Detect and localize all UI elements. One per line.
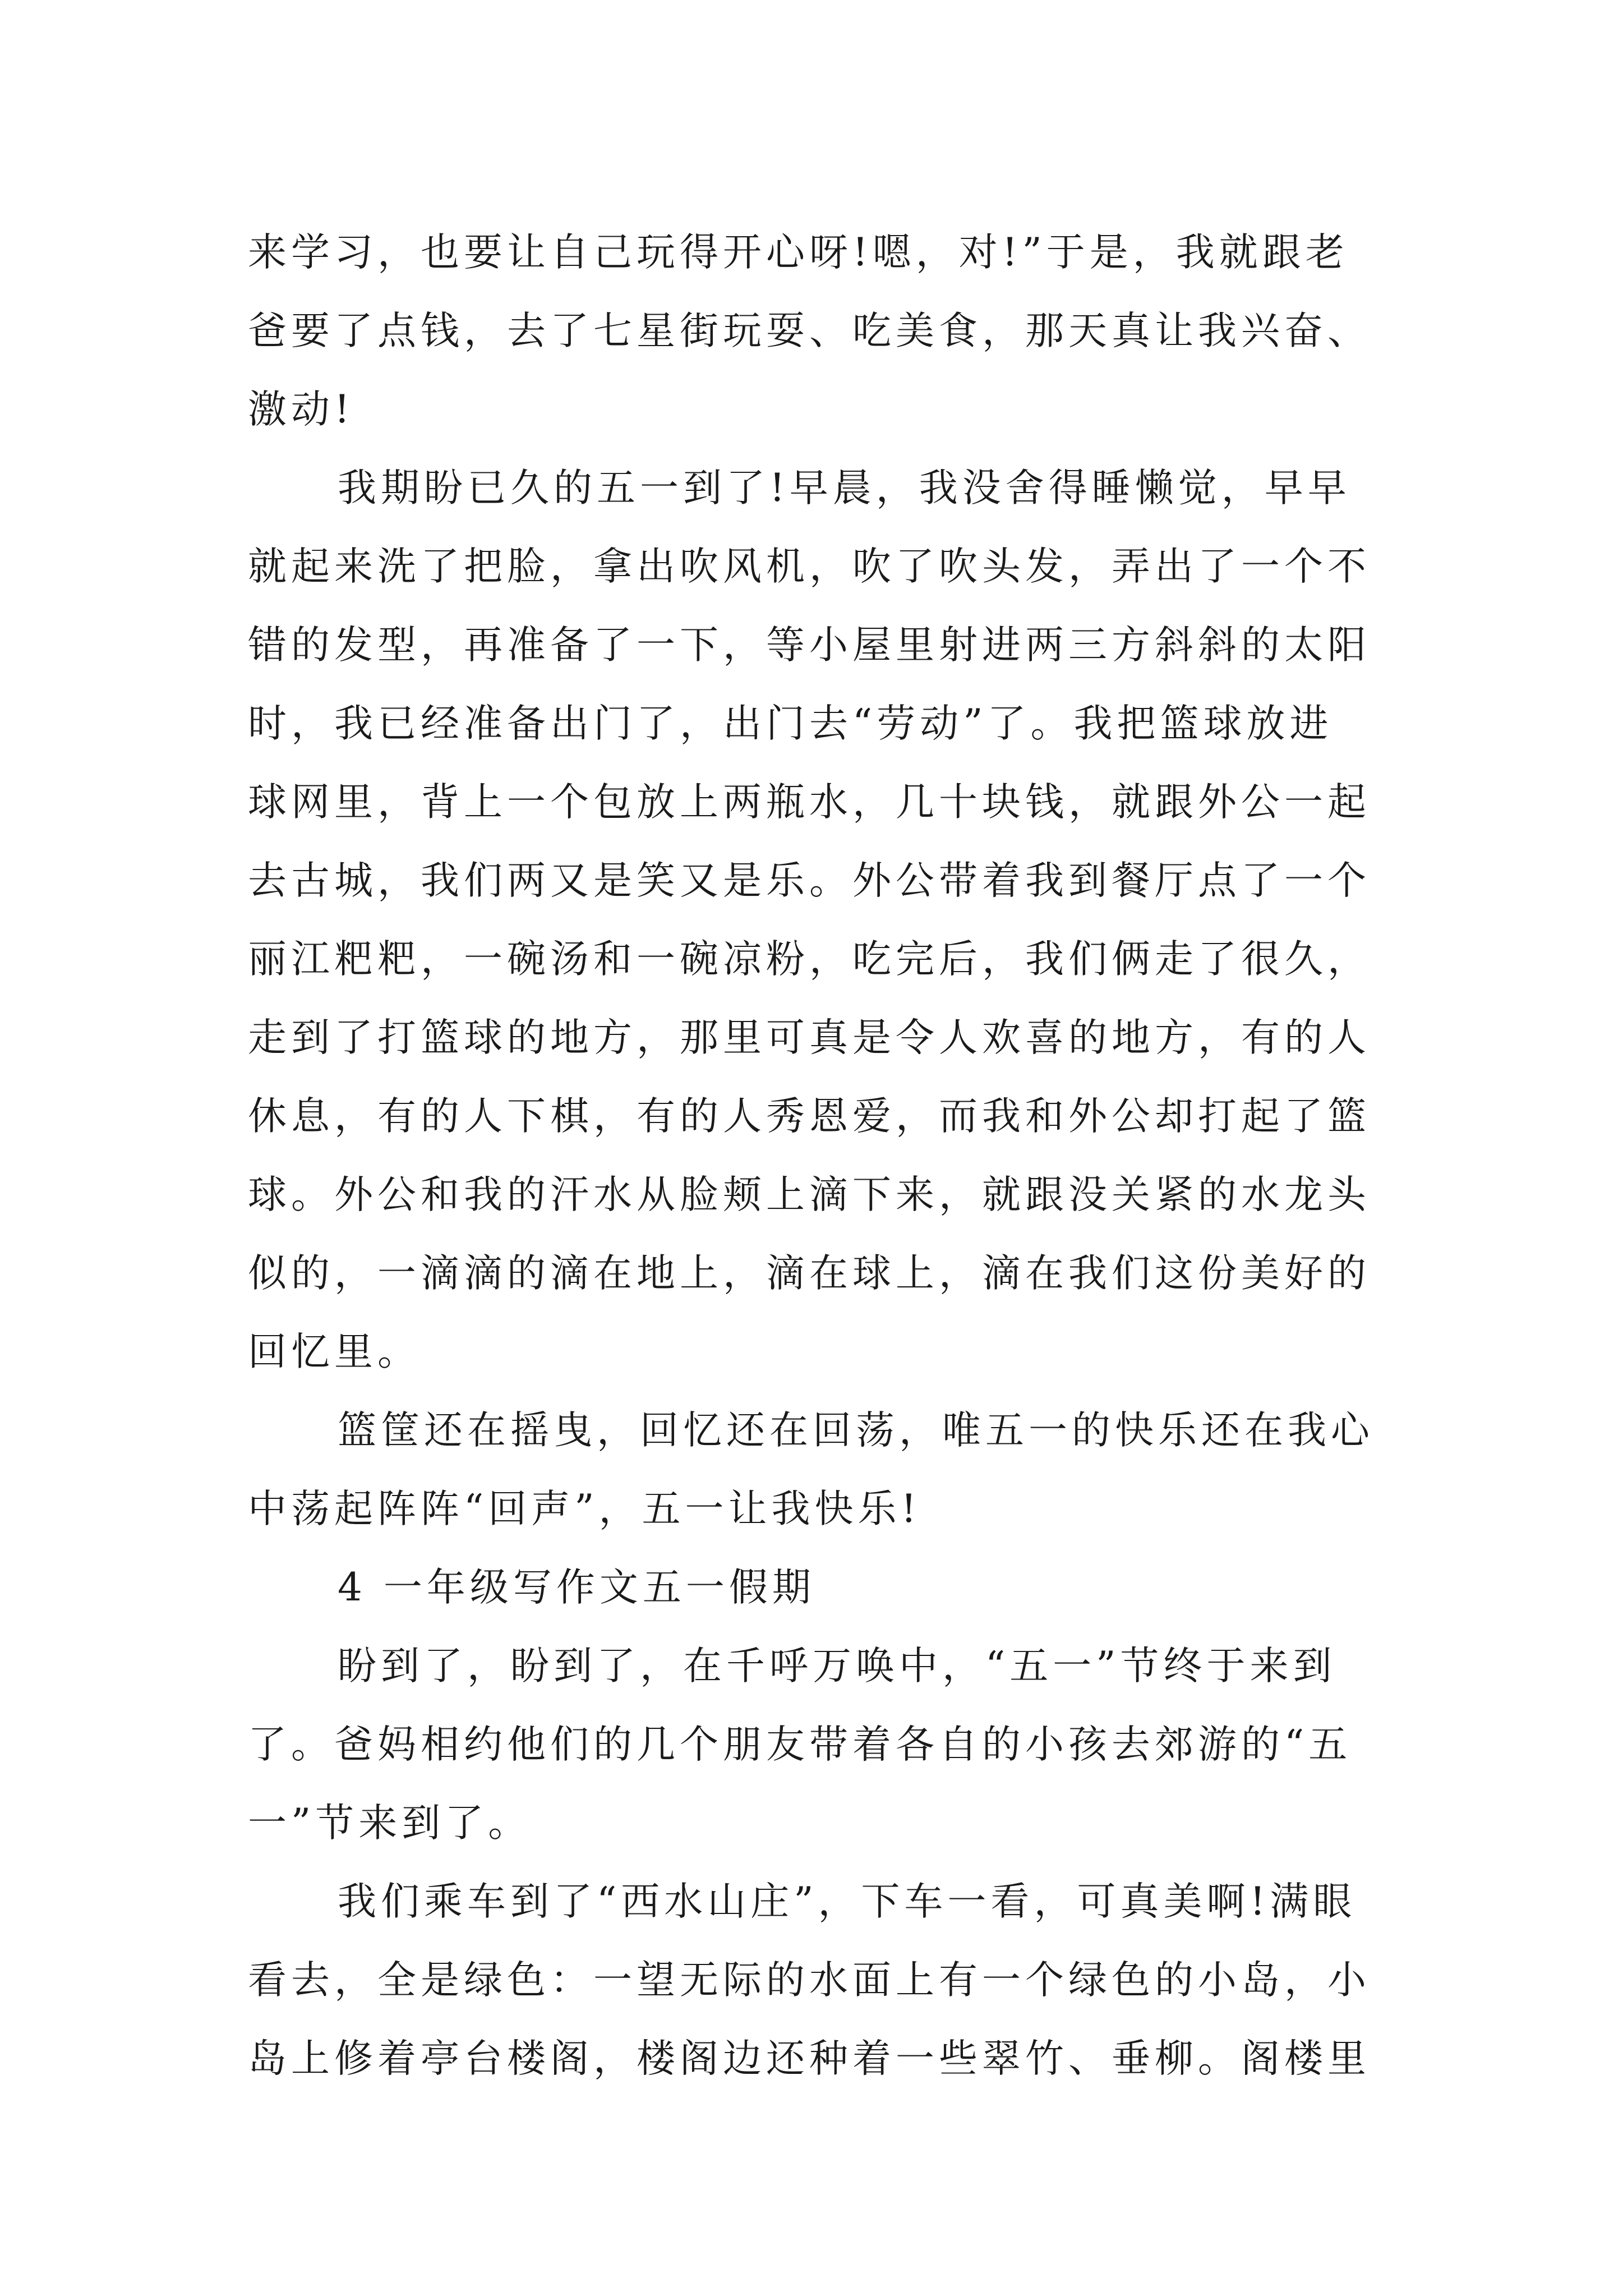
text-line: 回忆里。 [248, 1329, 421, 1374]
text-line: 4 一年级写作文五一假期 [338, 1565, 815, 1610]
text-line: 篮筐还在摇曳，回忆还在回荡，唯五一的快乐还在我心 [338, 1408, 1374, 1453]
text-line: 丽江粑粑，一碗汤和一碗凉粉，吃完后，我们俩走了很久， [248, 937, 1371, 982]
text-line: 中荡起阵阵“回声”，五一让我快乐! [248, 1487, 921, 1531]
text-line: 球。外公和我的汗水从脸颊上滴下来，就跟没关紧的水龙头 [248, 1172, 1371, 1217]
text-line: 似的，一滴滴的滴在地上，滴在球上，滴在我们这份美好的 [248, 1251, 1371, 1296]
text-line: 休息，有的人下棋，有的人秀恩爱，而我和外公却打起了篮 [248, 1094, 1371, 1139]
text-line: 了。爸妈相约他们的几个朋友带着各自的小孩去郊游的“五 [248, 1722, 1352, 1767]
text-line: 岛上修着亭台楼阁，楼阁边还种着一些翠竹、垂柳。阁楼里 [248, 2036, 1371, 2081]
text-line: 看去，全是绿色：一望无际的水面上有一个绿色的小岛，小 [248, 1958, 1371, 2003]
text-line: 球网里，背上一个包放上两瓶水，几十块钱，就跟外公一起 [248, 780, 1371, 825]
text-line: 错的发型，再准备了一下，等小屋里射进两三方斜斜的太阳 [248, 623, 1371, 668]
text-line: 时，我已经准备出门了，出门去“劳动”了。我把篮球放进 [248, 701, 1333, 746]
essay-text [248, 213, 1375, 2098]
text-line: 就起来洗了把脸，拿出吹风机，吹了吹头发，弄出了一个不 [248, 544, 1371, 589]
text-line: 爸要了点钱，去了七星街玩耍、吃美食，那天真让我兴奋、 [248, 309, 1371, 353]
text-line: 我们乘车到了“西水山庄”，下车一看，可真美啊!满眼 [338, 1879, 1357, 1924]
text-line: 一”节来到了。 [248, 1801, 532, 1846]
text-line: 来学习，也要让自己玩得开心呀!嗯，对!”于是，我就跟老 [248, 230, 1349, 275]
text-line: 去古城，我们两又是笑又是乐。外公带着我到餐厅点了一个 [248, 858, 1371, 903]
text-line: 我期盼已久的五一到了!早晨，我没舍得睡懒觉，早早 [338, 466, 1351, 510]
text-line: 走到了打篮球的地方，那里可真是令人欢喜的地方，有的人 [248, 1015, 1371, 1060]
text-line: 盼到了，盼到了，在千呼万唤中，“五一”节终于来到 [338, 1644, 1336, 1688]
text-line: 激动! [248, 387, 354, 432]
